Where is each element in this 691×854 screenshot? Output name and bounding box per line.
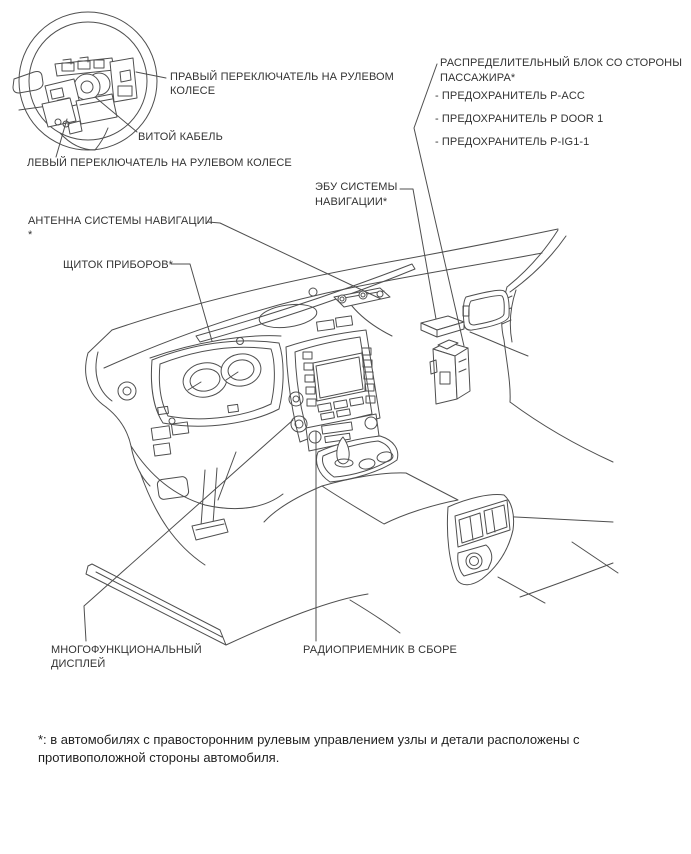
junction-block-drawing (430, 340, 470, 404)
floor-drawing (86, 472, 400, 645)
leader-right-switch (136, 72, 166, 78)
callout-line: ВИТОЙ КАБЕЛЬ (138, 131, 223, 143)
steering-column-drawing (131, 422, 283, 540)
callout-line: ПАССАЖИРА* (440, 72, 516, 84)
callout-navigation-ecu (315, 180, 397, 210)
leader-multifunction-display (84, 420, 293, 641)
callout-line: ПРАВЫЙ ПЕРЕКЛЮЧАТЕЛЬ НА РУЛЕВОМ (170, 71, 394, 83)
instrument-cluster-drawing (150, 336, 283, 426)
callout-line: РАСПРЕДЕЛИТЕЛЬНЫЙ БЛОК СО СТОРОНЫ (440, 57, 683, 69)
callout-line: - ПРЕДОХРАНИТЕЛЬ P-IG1-1 (435, 136, 590, 148)
callout-line: МНОГОФУНКЦИОНАЛЬНЫЙ (51, 644, 202, 656)
callout-line: ЭБУ СИСТЕМЫ (315, 181, 398, 193)
callout-fuse-p-door-1 (435, 112, 603, 126)
navigation-antenna-drawing (334, 288, 392, 336)
callout-left-switch (27, 156, 292, 170)
callout-line: ЛЕВЫЙ ПЕРЕКЛЮЧАТЕЛЬ НА РУЛЕВОМ КОЛЕСЕ (27, 157, 292, 169)
callout-line: ЩИТОК ПРИБОРОВ* (63, 259, 174, 271)
callout-navigation-antenna (28, 214, 213, 242)
steering-wheel-drawing (13, 12, 157, 150)
callout-fuse-p-ig1-1 (435, 135, 589, 149)
callout-spiral-cable (138, 130, 223, 144)
footnote-line: *: в автомобилях с правосторонним рулевым управлением узлы и детали расположены с (38, 732, 580, 747)
callout-line: * (28, 229, 33, 241)
turn-stalk (13, 72, 43, 94)
callout-radio (303, 643, 457, 657)
callout-right-switch (170, 70, 394, 98)
dash-speaker-grille (258, 301, 318, 331)
callout-fuse-p-acc (435, 89, 585, 103)
right-steering-switch (110, 58, 137, 102)
center-stack-drawing (286, 316, 380, 451)
callout-line: - ПРЕДОХРАНИТЕЛЬ P-ACC (435, 90, 585, 102)
footnote-line: противоположной стороны автомобиля. (38, 750, 280, 765)
footnote (38, 731, 580, 767)
callout-instrument-cluster (63, 258, 173, 272)
callout-line: РАДИОПРИЕМНИК В СБОРЕ (303, 644, 457, 656)
callout-line: - ПРЕДОХРАНИТЕЛЬ P DOOR 1 (435, 113, 604, 125)
dashboard-drawing (86, 229, 618, 645)
callout-line: КОЛЕСЕ (170, 85, 216, 97)
callout-line: АНТЕННА СИСТЕМЫ НАВИГАЦИИ (28, 215, 213, 227)
callout-line: НАВИГАЦИИ* (315, 196, 388, 208)
console-drawing (264, 436, 514, 585)
leader-junction-block (414, 64, 464, 346)
callout-line: ДИСПЛЕЙ (51, 658, 106, 670)
dash-tweeter (118, 382, 136, 400)
callout-multifunction-display (51, 643, 202, 671)
callout-junction-block (440, 56, 682, 86)
